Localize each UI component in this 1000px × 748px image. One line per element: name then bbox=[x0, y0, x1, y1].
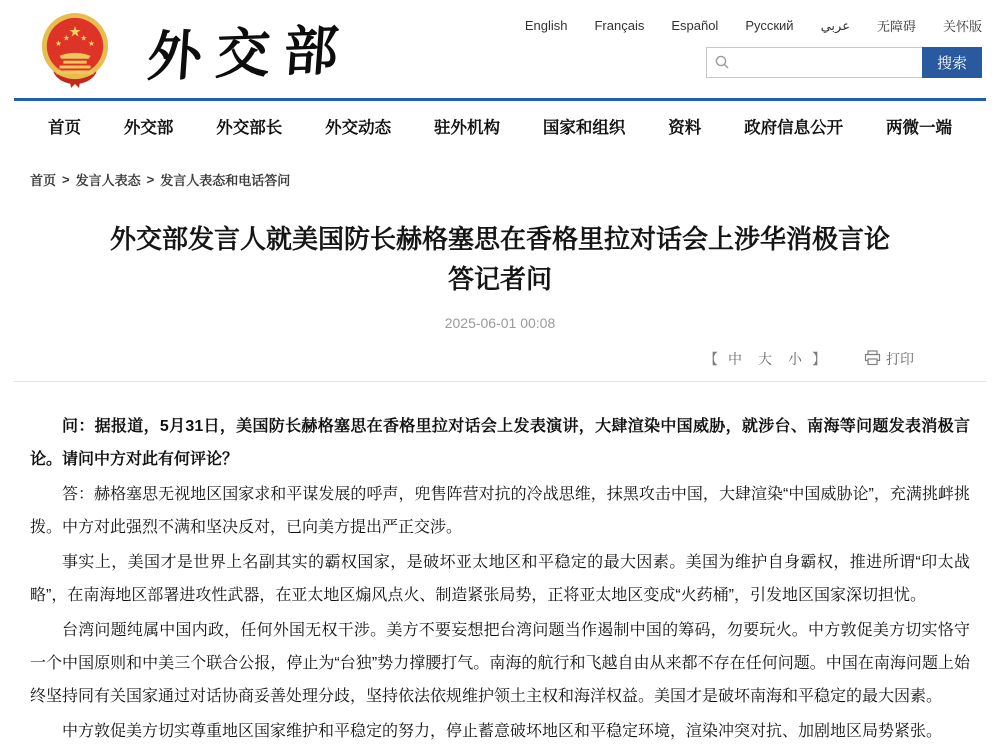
svg-text:★: ★ bbox=[54, 39, 62, 49]
page-title: 外交部发言人就美国防长赫格塞思在香格里拉对话会上涉华消极言论答记者问 bbox=[109, 224, 890, 294]
nav-gov-info[interactable]: 政府信息公开 bbox=[744, 119, 844, 137]
article-body bbox=[30, 410, 970, 748]
nav-resources[interactable]: 资料 bbox=[668, 119, 702, 137]
font-size-bracket-open: 【 bbox=[704, 351, 718, 367]
main-nav bbox=[14, 98, 986, 148]
breadcrumb-current: 发言人表态和电话答问 bbox=[160, 173, 291, 188]
printer-icon bbox=[864, 350, 881, 369]
article-toolbar bbox=[0, 349, 914, 369]
paragraph: 事实上，美国才是世界上名副其实的霸权国家，是破坏亚太地区和平稳定的最大因素。美国为维护自身霸权，推进所谓“印太战略”，在南海地区部署进攻性武器，在亚太地区煽风点火、制造紧张局势，正将亚太地区变成“火药桶”，引发地区国家深切担忧。 bbox=[30, 554, 970, 604]
nav-home[interactable]: 首页 bbox=[48, 119, 81, 137]
font-size-large-button[interactable]: 大 bbox=[758, 351, 772, 367]
nav-social-media[interactable]: 两微一端 bbox=[886, 119, 952, 137]
paragraph: 中方敦促美方切实尊重地区国家维护和平稳定的努力，停止蓄意破坏地区和平稳定环境，渲染冲突对抗、加剧地区局势紧张。 bbox=[62, 723, 943, 740]
search-icon bbox=[714, 54, 731, 76]
paragraph-answer: 答：赫格塞思无视地区国家求和平谋发展的呼声，兜售阵营对抗的冷战思维，抹黑攻击中国，大肆渲染“中国威胁论”，充满挑衅挑拨。中方对此强烈不满和坚决反对，已向美方提出严正交涉。 bbox=[30, 486, 970, 536]
search-button[interactable]: 搜索 bbox=[922, 47, 982, 78]
svg-text:★: ★ bbox=[80, 33, 88, 43]
language-switcher bbox=[525, 16, 982, 35]
national-emblem-icon bbox=[40, 10, 110, 95]
font-size-medium-button[interactable]: 中 bbox=[728, 351, 742, 367]
site-logo[interactable] bbox=[40, 10, 355, 95]
breadcrumb-home[interactable]: 首页 bbox=[30, 173, 57, 188]
lang-arabic[interactable]: عربي bbox=[820, 17, 850, 33]
breadcrumb-separator: > bbox=[62, 172, 70, 187]
svg-text:★: ★ bbox=[68, 24, 82, 41]
lang-espanol[interactable]: Español bbox=[671, 18, 719, 33]
paragraph: 台湾问题纯属中国内政，任何外国无权干涉。美方不要妄想把台湾问题当作遏制中国的筹码，勿要玩火。中方敦促美方切实恪守一个中国原则和中美三个联合公报，停止为“台独”势力撑腰打气。南海的航行和飞越自由从来都不存在任何问题。中国在南海问题上始终坚持同有关国家通过对话协商妥善处理分歧，坚持依法依规维护领土主权和海洋权益。美国才是破坏南海和平稳定的最大因素。 bbox=[30, 622, 970, 705]
breadcrumb-section[interactable]: 发言人表态 bbox=[75, 173, 141, 188]
nav-missions[interactable]: 驻外机构 bbox=[434, 119, 500, 137]
search-bar bbox=[706, 47, 982, 78]
paragraph-question: 问：据报道，5月31日，美国防长赫格塞思在香格里拉对话会上发表演讲，大肆渲染中国威胁，就涉台、南海等问题发表消极言论。请问中方对此有何评论？ bbox=[30, 418, 970, 468]
care-version-link[interactable]: 关怀版 bbox=[942, 19, 982, 34]
section-divider bbox=[14, 381, 986, 382]
font-size-small-button[interactable]: 小 bbox=[788, 351, 802, 367]
ministry-calligraphy: 外交部 bbox=[145, 16, 355, 89]
print-button[interactable] bbox=[864, 349, 914, 369]
publish-date: 2025-06-01 00:08 bbox=[444, 315, 556, 331]
nav-activities[interactable]: 外交动态 bbox=[325, 119, 392, 137]
search-input[interactable] bbox=[707, 48, 922, 77]
breadcrumb bbox=[30, 170, 970, 189]
lang-francais[interactable]: Français bbox=[594, 18, 645, 33]
lang-english[interactable]: English bbox=[524, 18, 568, 33]
lang-russian[interactable]: Русский bbox=[745, 18, 794, 33]
print-label: 打印 bbox=[886, 351, 914, 367]
nav-minister[interactable]: 外交部长 bbox=[216, 119, 283, 137]
site-header bbox=[0, 0, 1000, 98]
breadcrumb-separator: > bbox=[146, 172, 155, 187]
svg-text:★: ★ bbox=[88, 39, 96, 49]
nav-countries[interactable]: 国家和组织 bbox=[542, 119, 626, 137]
nav-ministry[interactable]: 外交部 bbox=[123, 119, 174, 137]
font-size-bracket-close: 】 bbox=[812, 351, 826, 367]
accessibility-link[interactable]: 无障碍 bbox=[876, 19, 916, 34]
svg-text:★: ★ bbox=[62, 33, 70, 43]
